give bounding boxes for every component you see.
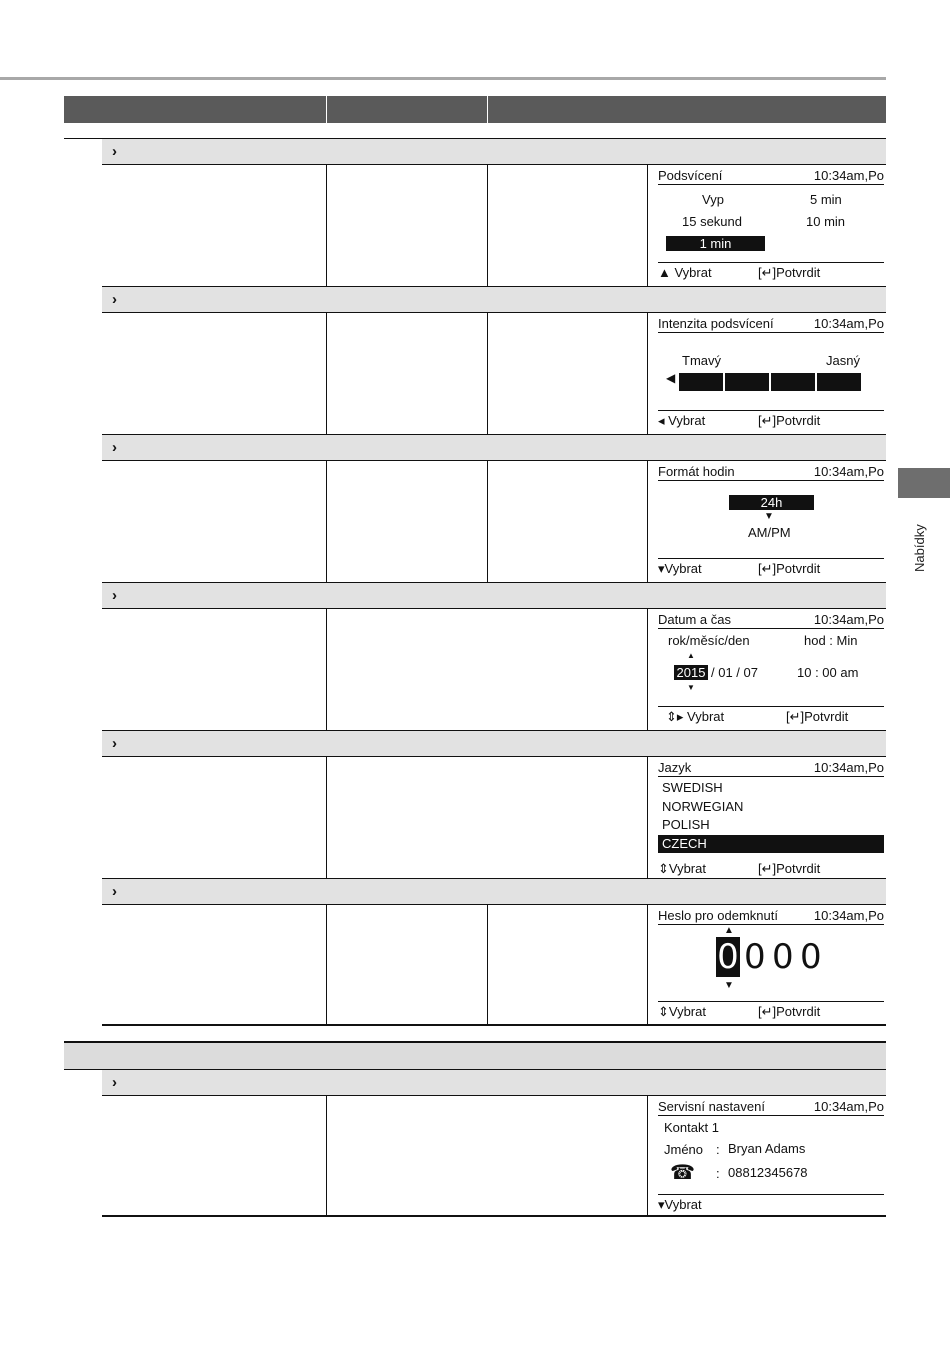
brightness-segment: [771, 373, 815, 391]
name-value: Bryan Adams: [728, 1141, 806, 1156]
display-screenshot-service: Servisní nastavení 10:34am,Po Kontakt 1 Jméno : Bryan Adams ☎ : 08812345678 ▾Vybrat: [658, 1099, 884, 1212]
chevron-right-icon: ›: [112, 883, 117, 900]
table-header: [64, 96, 886, 123]
subheader-row: [102, 139, 886, 165]
year-field-selected: 2015: [674, 665, 708, 680]
arrow-down-icon: ▼: [724, 980, 734, 991]
arrow-up-icon: ▲: [724, 925, 734, 936]
language-item-selected: CZECH: [658, 835, 884, 854]
language-item: POLISH: [662, 817, 710, 832]
table-row: [102, 165, 886, 287]
language-item: NORWEGIAN: [662, 798, 744, 814]
category-row: [64, 123, 886, 139]
display-screenshot-date-time: Datum a čas 10:34am,Po rok/měsíc/den hod : Min ▲ 2015 / 01 / 07 10 : 00 am ▼ ⇕▸ Vybrat [↵]Potvrdit: [658, 612, 884, 724]
settings-table: [64, 96, 886, 1217]
brightness-segment: [725, 373, 769, 391]
option-ampm: AM/PM: [748, 525, 791, 540]
option-15s: 15 sekund: [682, 214, 742, 229]
brightness-segment: [679, 373, 723, 391]
subheader-row: [102, 583, 886, 609]
subheader-row: [102, 1070, 886, 1096]
chevron-right-icon: ›: [112, 1074, 117, 1091]
month-day-field: / 01 / 07: [711, 665, 758, 680]
phone-icon: ☎: [670, 1160, 695, 1184]
option-5min: 5 min: [810, 192, 842, 207]
chevron-right-icon: ›: [112, 291, 117, 308]
digit-selected: 0: [717, 937, 739, 977]
brightness-level-bar: [679, 373, 861, 391]
label-bright: Jasný: [826, 353, 860, 368]
display-screenshot-language: Jazyk 10:34am,Po SWEDISH NORWEGIAN POLISH CZECH ⇕Vybrat [↵]Potvrdit: [658, 760, 884, 876]
table-row: [102, 1096, 886, 1217]
language-item: SWEDISH: [662, 780, 723, 795]
label-dark: Tmavý: [682, 353, 721, 368]
header-col-2: [327, 96, 488, 123]
arrow-down-icon: ▼: [764, 511, 774, 522]
side-label: Nabídky: [912, 524, 927, 572]
table-row: [102, 757, 886, 879]
time-format-label: hod : Min: [804, 633, 858, 648]
chevron-right-icon: ›: [112, 143, 117, 160]
table-row: [102, 905, 886, 1026]
subheader-row: [102, 287, 886, 313]
phone-value: 08812345678: [728, 1165, 808, 1180]
display-screenshot-brightness: Intenzita podsvícení 10:34am,Po Tmavý Jasný ◀ ◂ Vybrat [↵]Potvrdit: [658, 316, 884, 428]
side-tab: [898, 468, 950, 498]
brightness-segment: [817, 373, 861, 391]
option-off: Vyp: [702, 192, 724, 207]
digit: 0: [772, 937, 794, 977]
screen-clock: 10:34am,Po: [813, 168, 884, 183]
option-24h-selected: 24h: [729, 495, 814, 510]
header-col-1: [64, 96, 327, 123]
subheader-row: [102, 731, 886, 757]
chevron-right-icon: ›: [112, 587, 117, 604]
top-rule: [0, 77, 886, 80]
arrow-up-icon: ▲: [687, 651, 695, 660]
arrow-left-icon: ◀: [666, 371, 676, 385]
option-10min: 10 min: [806, 214, 846, 229]
display-screenshot-clock-format: Formát hodin 10:34am,Po 24h ▼ AM/PM ▾Vybrat [↵]Potvrdit: [658, 464, 884, 576]
digit: 0: [744, 937, 766, 977]
digit: 0: [800, 937, 822, 977]
chevron-right-icon: ›: [112, 439, 117, 456]
subheader-row: [102, 435, 886, 461]
category-band: [64, 1041, 886, 1070]
date-format-label: rok/měsíc/den: [668, 633, 750, 648]
table-row: [102, 609, 886, 731]
table-row: [102, 461, 886, 583]
contact-label: Kontakt 1: [664, 1120, 719, 1135]
header-col-3: [488, 96, 886, 123]
display-screenshot-backlight: Podsvícení 10:34am,Po Vyp 5 min 15 sekund 10 min 1 min ▲ Vybrat [↵]Potvrdit: [658, 168, 884, 280]
time-field: 10 : 00 am: [797, 665, 859, 680]
table-row: [102, 313, 886, 435]
screen-title: Podsvícení: [658, 168, 723, 183]
name-label: Jméno: [664, 1142, 704, 1157]
arrow-down-icon: ▼: [687, 683, 695, 692]
display-screenshot-password: Heslo pro odemknutí 10:34am,Po ▲ 0 0 0 0 ▼ ⇕Vybrat [↵]Potvrdit: [658, 908, 884, 1019]
subheader-row: [102, 879, 886, 905]
option-1min-selected: 1 min: [666, 236, 765, 251]
chevron-right-icon: ›: [112, 735, 117, 752]
